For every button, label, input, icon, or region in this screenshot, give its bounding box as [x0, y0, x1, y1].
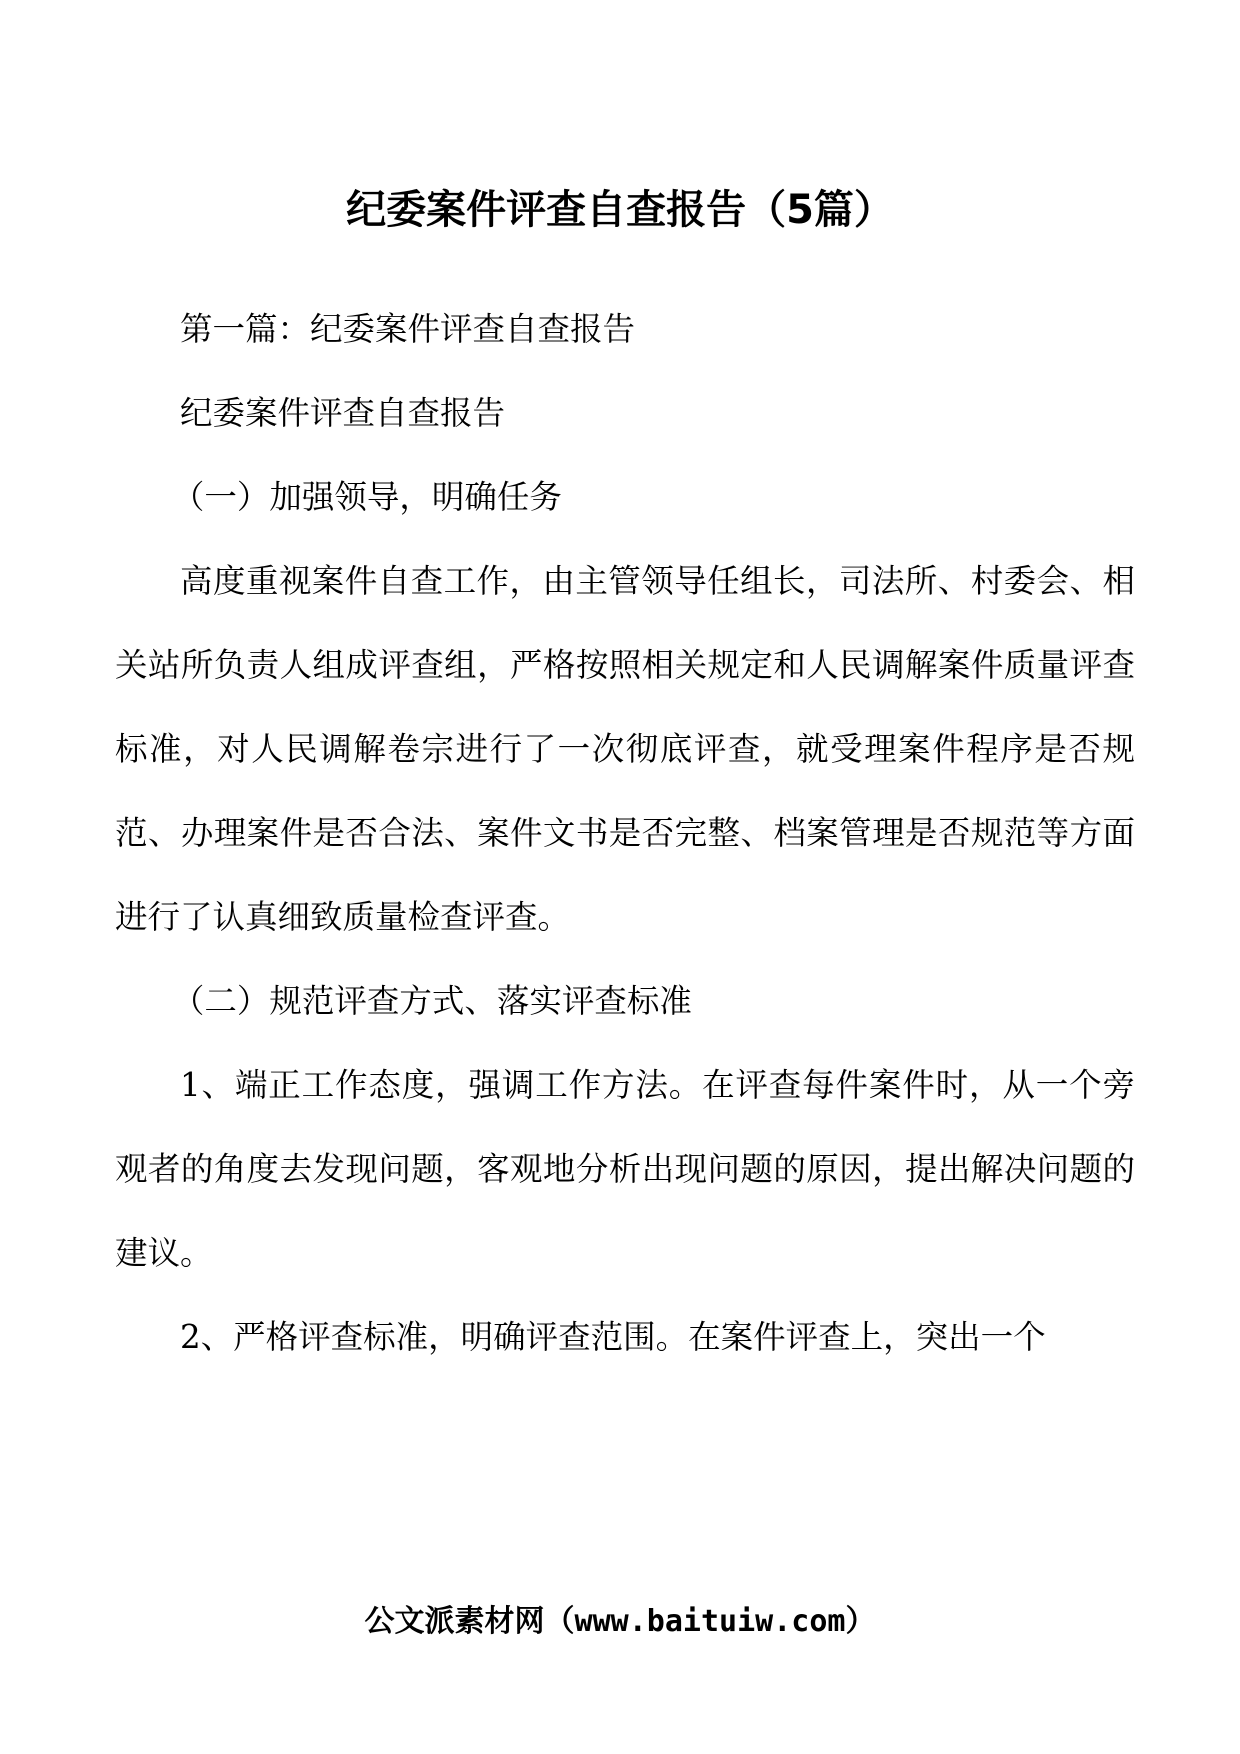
footer-site-name: 公文派素材网 [364, 1604, 545, 1639]
section-heading-1: 第一篇：纪委案件评查自查报告 [180, 310, 636, 348]
footer-url: www.baituiw.com [574, 1604, 846, 1639]
document-body [115, 287, 1135, 1379]
item-heading-2: （二）规范评查方式、落实评查标准 [171, 982, 692, 1020]
body-paragraph-2: 1、端正工作态度，强调工作方法。在评查每件案件时，从一个旁观者的角度去发现问题，客观地分析出现问题的原因，提出解决问题的建议。 [115, 1066, 1135, 1272]
body-paragraph-1: 高度重视案件自查工作，由主管领导任组长，司法所、村委会、相关站所负责人组成评查组，严格按照相关规定和人民调解案件质量评查标准，对人民调解卷宗进行了一次彻底评查，就受理案件程序是否规范、办理案件是否合法、案件文书是否完整、档案管理是否规范等方面进行了认真细致质量检查评查。 [115, 562, 1135, 936]
body-paragraph-3: 2、严格评查标准，明确评查范围。在案件评查上，突出一个 [180, 1318, 1046, 1356]
subheading: 纪委案件评查自查报告 [180, 394, 506, 432]
item-heading-1: （一）加强领导，明确任务 [171, 478, 562, 516]
page-footer: 公文派素材网（www.baituiw.com） [364, 1604, 876, 1639]
document-title: 纪委案件评查自查报告（5篇） [346, 187, 894, 233]
